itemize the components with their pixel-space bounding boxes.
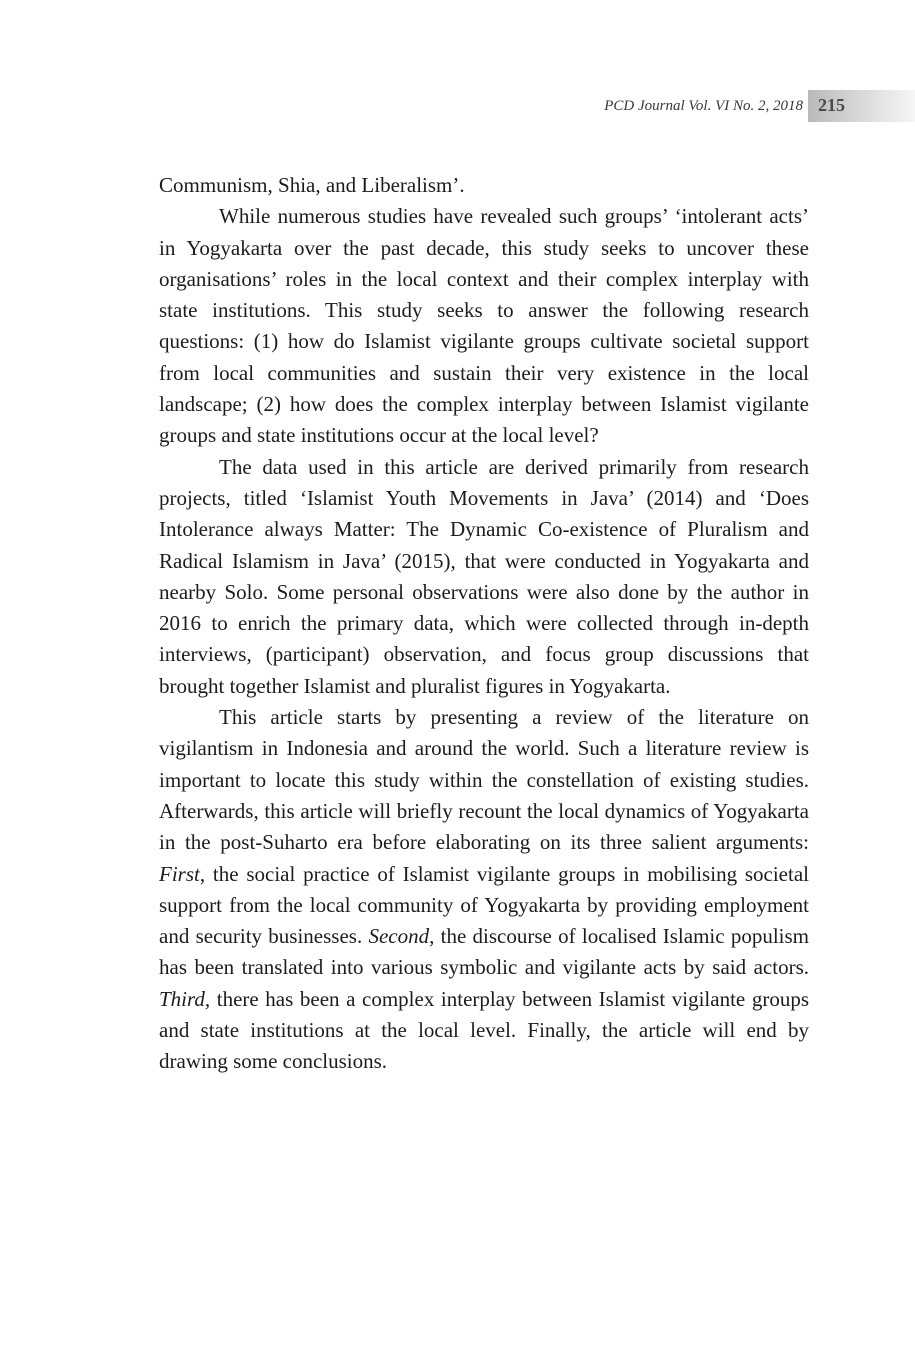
page-number: 215 (818, 95, 845, 115)
outline-text-second: , the discourse of localised Islamic populism has been translated into various symbolic and vigilante acts by said actors. (159, 924, 809, 980)
paragraph-article-outline (159, 702, 809, 1078)
second-label: Second (368, 924, 430, 949)
running-header (0, 90, 915, 122)
paragraph-continuation: Communism, Shia, and Liberalism’. (159, 173, 465, 197)
outline-text-intro: This article starts by presenting a review of the literature on vigilantism in Indonesia and around the world. Such a literature review is important to locate this study within the constellation of existing studies. Afterwards, this article will briefly recount the local dynamics of Yogyakarta in the post-Suharto era before elaborating on its three salient arguments: (159, 705, 809, 855)
page-number-tab (808, 90, 915, 122)
first-label: First (159, 861, 200, 886)
outline-text-third: there has been a complex interplay between Islamist vigilante groups and state institutions at the local level. Finally, the article will end by drawing some conclusions. (159, 986, 809, 1074)
paragraph-research-questions: While numerous studies have revealed such groups’ ‘intolerant acts’ in Yogyakarta over the past decade, this study seeks to uncover these organisations’ roles in the local context and their complex interplay with state institutions. This study seeks to answer the following research questions: (1) how do Islamist vigilante groups cultivate societal support from local communities and sustain their very existence in the local landscape; (2) how does the complex interplay between Islamist vigilante groups and state institutions occur at the local level? (159, 204, 809, 448)
journal-reference: PCD Journal Vol. VI No. 2, 2018 (604, 98, 803, 114)
paragraph-data-sources: The data used in this article are derived primarily from research projects, titled ‘Islamist Youth Movements in Java’ (2014) and ‘Does Intolerance always Matter: The Dynamic Co-existence of Pluralism and Radical Islamism in Java’ (2015), that were conducted in Yogyakarta and nearby Solo. Some personal observations were also done by the author in 2016 to enrich the primary data, which were collected through in-depth interviews, (participant) observation, and focus group discussions that brought together Islamist and pluralist figures in Yogyakarta. (159, 454, 809, 698)
third-label: Third, (159, 986, 211, 1011)
outline-text-first: , the social practice of Islamist vigilante groups in mobilising societal support from the local community of Yogyakarta by providing employment and security businesses. (159, 861, 809, 949)
article-body (159, 170, 809, 1078)
